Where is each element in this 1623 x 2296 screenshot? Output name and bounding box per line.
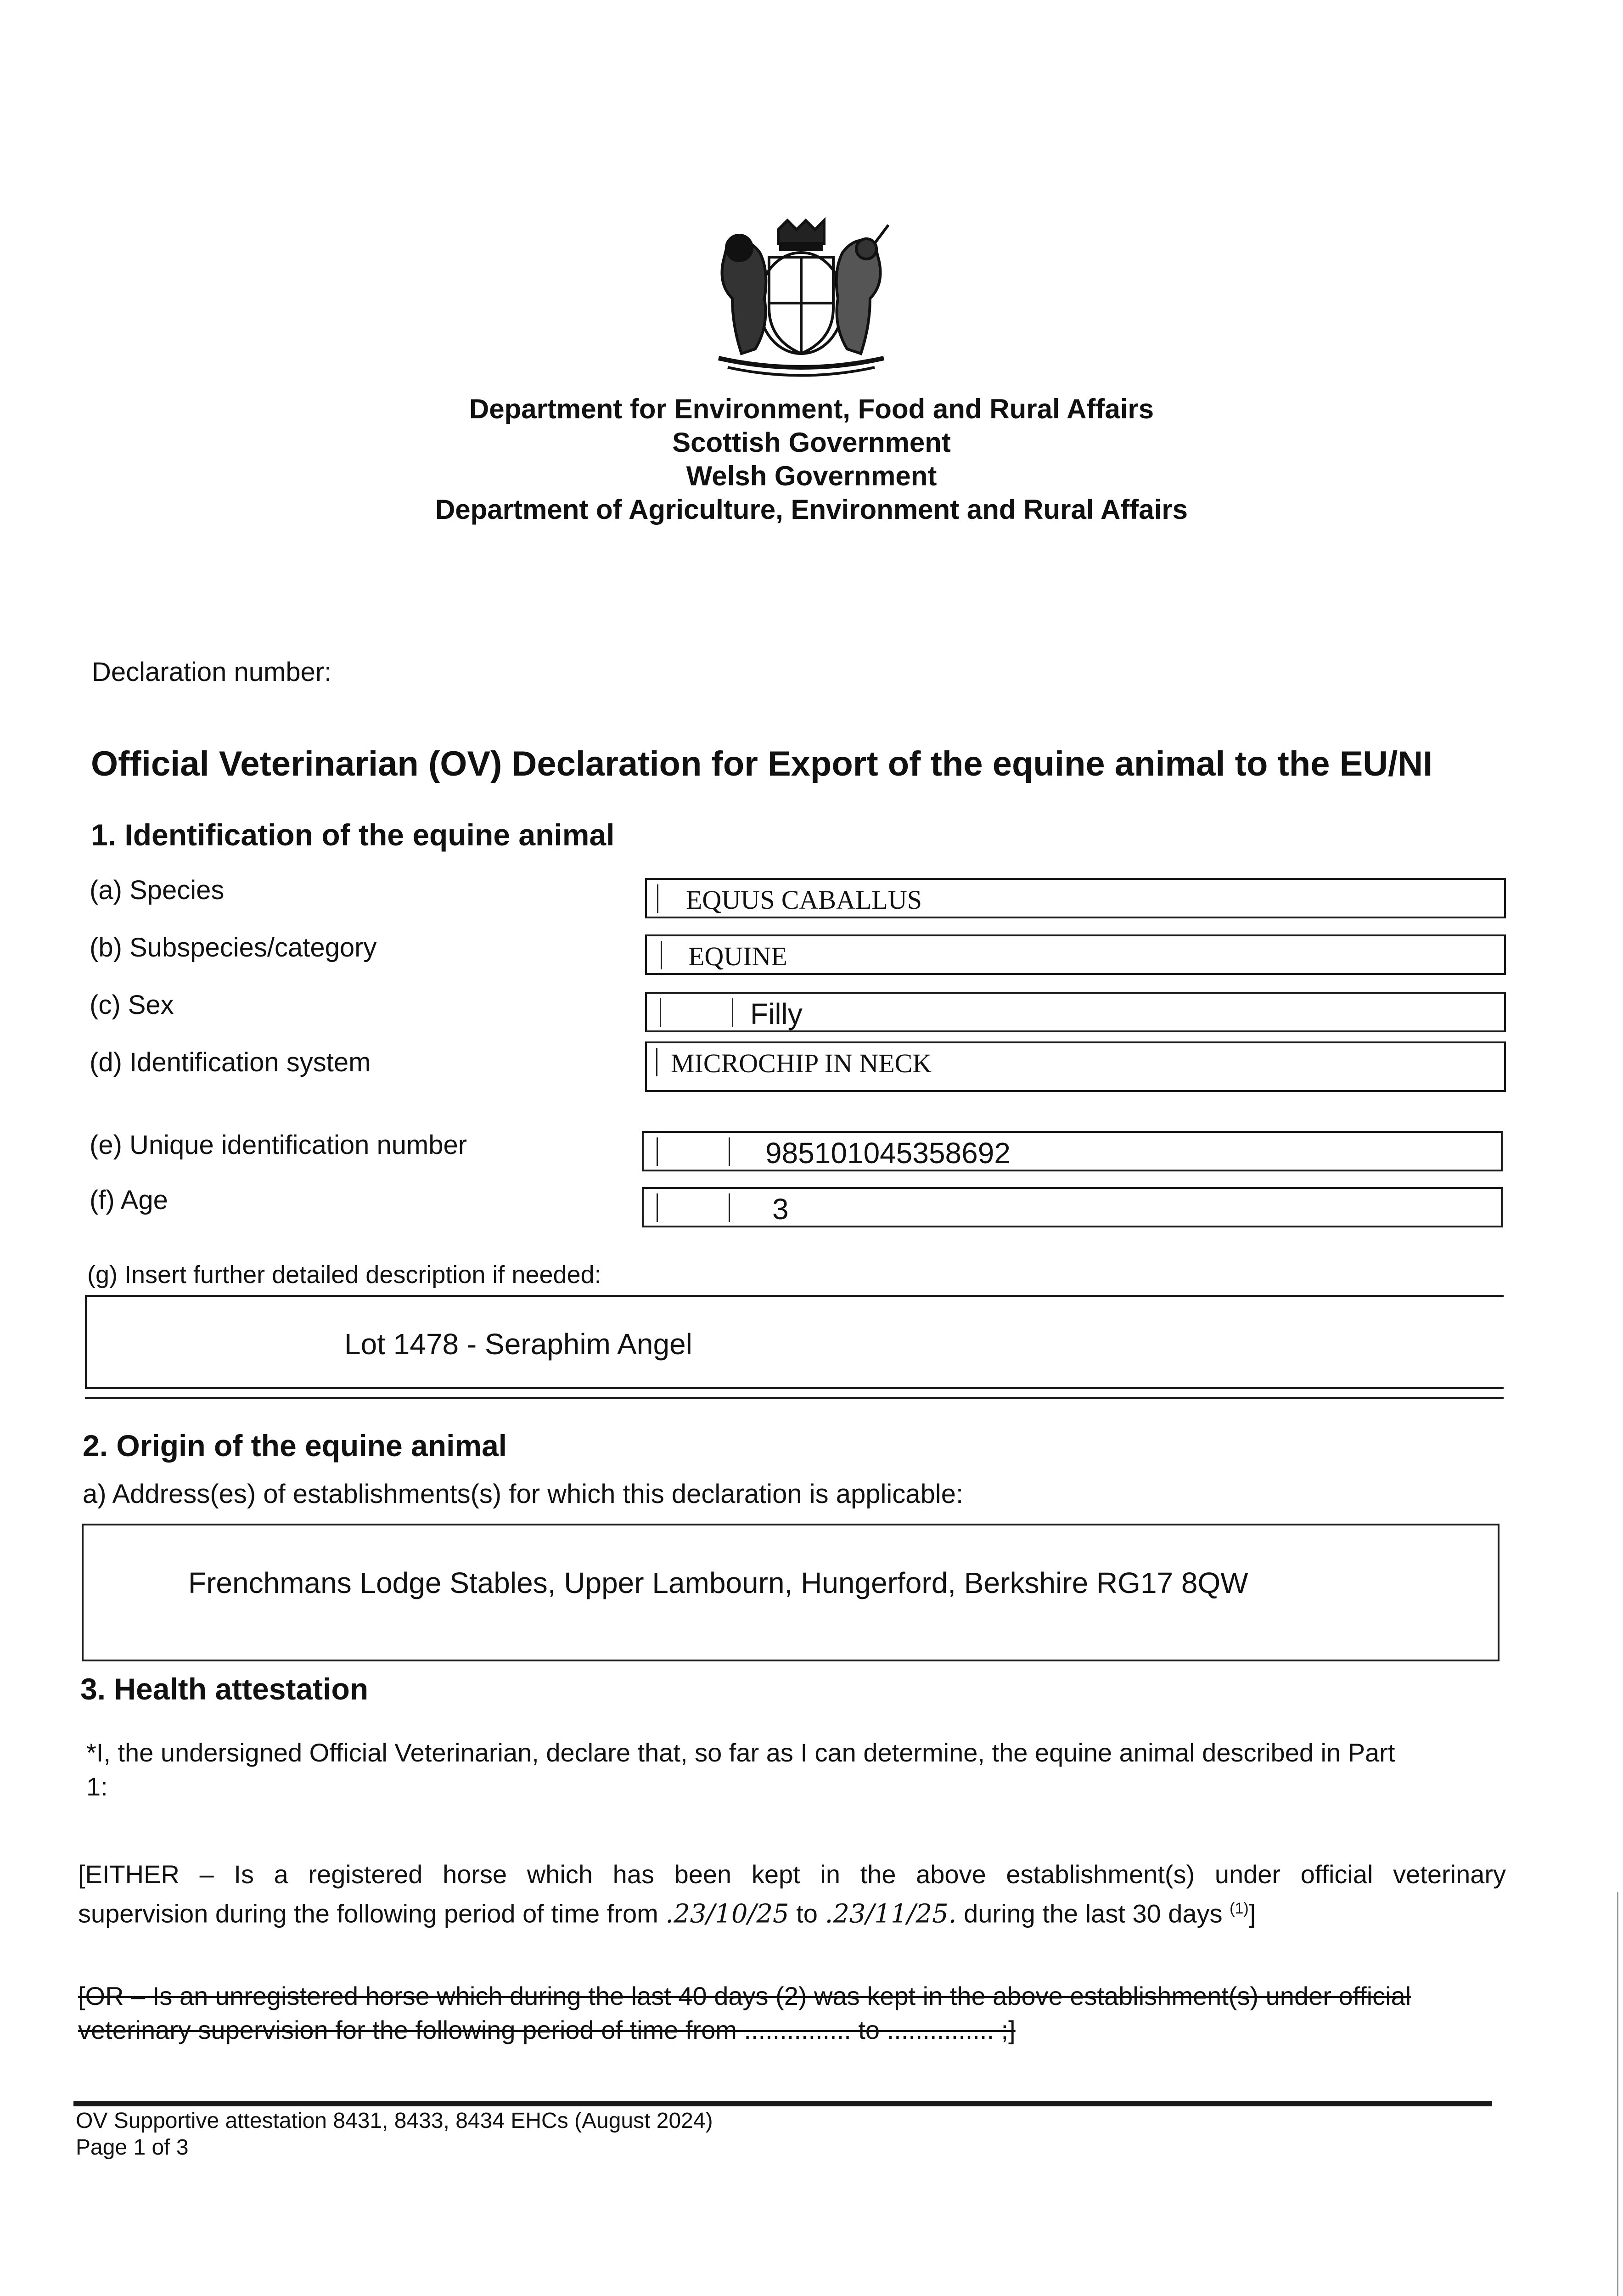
agency-daera: Department of Agriculture, Environment and Rural Affairs xyxy=(435,494,1188,525)
address-value: Frenchmans Lodge Stables, Upper Lambourn, Hungerford, Berkshire RG17 8QW xyxy=(188,1566,1248,1599)
unique-id-field xyxy=(642,1131,1503,1171)
health-intro xyxy=(86,1736,1505,1804)
section1-heading: 1. Identification of the equine animal xyxy=(91,818,615,852)
age-value: 3 xyxy=(772,1193,789,1226)
scan-edge-mark xyxy=(1617,1892,1618,2296)
declaration-number-label: Declaration number: xyxy=(92,657,332,687)
agency-scottish-government: Scottish Government xyxy=(672,427,951,458)
either-close: ] xyxy=(1248,1899,1256,1928)
either-from-date: .23/10/25 xyxy=(665,1899,789,1929)
section3-heading: 3. Health attestation xyxy=(80,1672,369,1706)
section2-heading: 2. Origin of the equine animal xyxy=(83,1429,507,1463)
or-clause xyxy=(78,1979,1506,2047)
further-description-value: Lot 1478 - Seraphim Angel xyxy=(344,1328,692,1361)
either-clause xyxy=(78,1857,1506,1931)
either-to-word: to xyxy=(796,1899,818,1928)
or-line2: veterinary supervision for the following period of time from ............... to ............... ;] xyxy=(78,2015,1016,2044)
either-line2-suffix: during the last 30 days xyxy=(964,1899,1223,1928)
unique-id-label: (e) Unique identification number xyxy=(90,1130,467,1160)
either-line2-prefix: supervision during the following period of time from xyxy=(78,1899,658,1928)
further-description-box xyxy=(85,1295,1504,1389)
further-description-label: (g) Insert further detailed description if needed: xyxy=(87,1261,601,1289)
sex-label: (c) Sex xyxy=(90,990,174,1020)
health-intro-line2: 1: xyxy=(86,1772,108,1801)
species-value: EQUUS CABALLUS xyxy=(686,885,922,915)
sex-value: Filly xyxy=(750,997,803,1030)
subspecies-value: EQUINE xyxy=(688,941,787,971)
either-line2 xyxy=(78,1891,1506,1931)
page-title: Official Veterinarian (OV) Declaration for Export of the equine animal to the EU/NI xyxy=(91,744,1433,783)
identification-system-value: MICROCHIP IN NECK xyxy=(671,1048,932,1078)
either-line1: [EITHER – Is a registered horse which has been kept in the above establishment(s) under official veterinary xyxy=(78,1860,1506,1889)
identification-system-field xyxy=(645,1041,1506,1092)
footer-rule xyxy=(73,2101,1492,2106)
identification-system-label: (d) Identification system xyxy=(90,1047,371,1077)
footer-page-number: Page 1 of 3 xyxy=(76,2135,189,2160)
health-intro-line1: *I, the undersigned Official Veterinarian, declare that, so far as I can determine, the equine animal described in Part xyxy=(86,1738,1395,1767)
royal-coat-of-arms-icon xyxy=(700,216,902,381)
species-label: (a) Species xyxy=(90,875,225,905)
address-label: a) Address(es) of establishments(s) for which this declaration is applicable: xyxy=(83,1479,964,1509)
subspecies-label: (b) Subspecies/category xyxy=(90,933,377,962)
agency-welsh-government: Welsh Government xyxy=(686,461,937,491)
sex-field xyxy=(645,992,1506,1032)
either-to-date: .23/11/25. xyxy=(825,1899,957,1929)
subspecies-field xyxy=(645,934,1506,975)
or-line1: [OR – Is an unregistered horse which during the last 40 days (2) was kept in the above establishment(s) under official xyxy=(78,1981,1411,2010)
age-field xyxy=(642,1187,1503,1227)
unique-id-value: 985101045358692 xyxy=(765,1137,1011,1170)
agency-defra: Department for Environment, Food and Rural Affairs xyxy=(469,394,1154,424)
species-field xyxy=(645,878,1506,918)
age-label: (f) Age xyxy=(90,1185,168,1215)
either-footnote-ref: (1) xyxy=(1230,1900,1249,1917)
footer xyxy=(76,2108,713,2161)
footer-attestation: OV Supportive attestation 8431, 8433, 8434 EHCs (August 2024) xyxy=(76,2109,713,2133)
